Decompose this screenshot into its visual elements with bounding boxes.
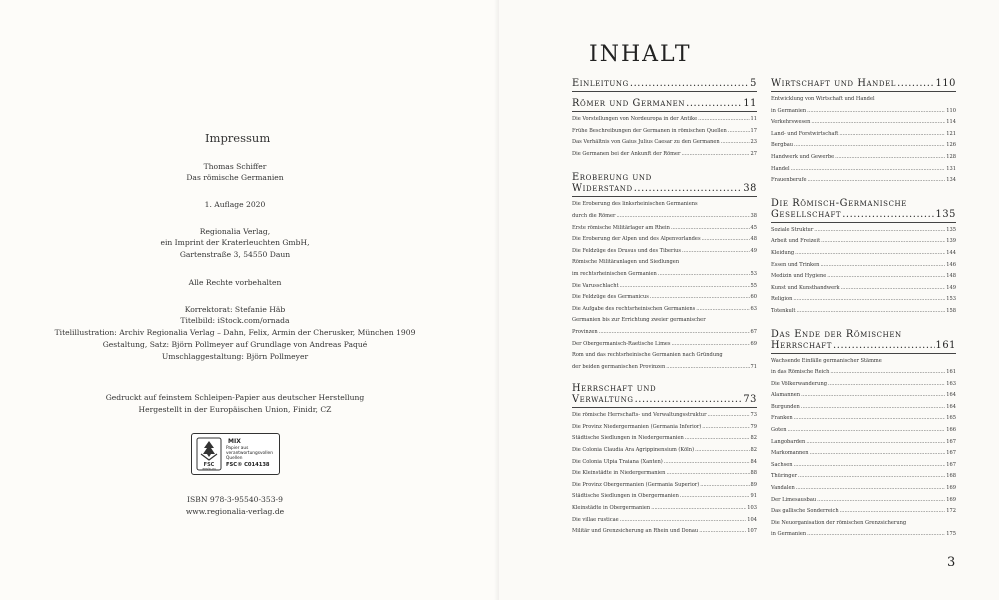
- toc-entry-page: 23: [750, 139, 757, 146]
- leader-dots: [651, 503, 746, 515]
- toc-entry-title: Wachsende Einfälle germanischer Stämme: [771, 357, 882, 364]
- leader-dots: [728, 126, 750, 138]
- toc-entry-page: 79: [750, 423, 757, 430]
- toc-entry-title: Entwicklung von Wirtschaft und Handel: [771, 96, 875, 102]
- toc-entry[interactable]: [572, 457, 757, 469]
- toc-entry[interactable]: [771, 225, 956, 237]
- rights: Alle Rechte vorbehalten: [188, 278, 282, 287]
- leader-dots: [814, 225, 945, 237]
- toc-title: INHALT: [589, 42, 692, 67]
- toc-entry-title: Frauenberufe: [771, 177, 807, 184]
- toc-entry[interactable]: [572, 350, 757, 362]
- toc-entry-title: Städtische Siedlungen in Niedergermanien: [572, 435, 684, 442]
- leader-dots: [807, 106, 945, 118]
- leader-dots: [682, 246, 750, 258]
- toc-entry-page: 165: [946, 415, 956, 422]
- leader-dots: [791, 164, 946, 176]
- book-title: Das römische Germanien: [186, 173, 284, 182]
- toc-entry-page: 71: [750, 363, 757, 370]
- toc-entry-title: Alamannen: [771, 392, 801, 399]
- toc-entry[interactable]: [771, 437, 956, 449]
- toc-entry-title: Rom und das rechtsrheinische Germanien nach Gründung: [572, 352, 723, 359]
- toc-entry-page: 158: [946, 307, 956, 314]
- leader-dots: [798, 471, 945, 483]
- leader-dots: [811, 117, 945, 129]
- toc-entry-page: 164: [946, 403, 956, 410]
- toc-entry-title: Vandalen: [771, 485, 795, 492]
- toc-entry[interactable]: [771, 129, 956, 141]
- leader-dots: [666, 468, 749, 480]
- leader-dots: [698, 114, 749, 126]
- toc-entry[interactable]: [771, 175, 956, 187]
- leader-dots: [666, 362, 749, 374]
- fsc-logo-url: www.fsc.org: [202, 467, 216, 471]
- toc-entry-page: 104: [747, 516, 757, 523]
- toc-item-list: [771, 225, 956, 318]
- toc-entry[interactable]: [572, 211, 757, 223]
- toc-entry-page: 131: [946, 165, 956, 172]
- toc-entry-page: 166: [946, 427, 956, 434]
- fsc-code: FSC® C014138: [226, 462, 270, 468]
- toc-entry[interactable]: [572, 304, 757, 316]
- toc-entry[interactable]: [572, 327, 757, 339]
- toc-section-eroberung: Eroberung und Widerstand ..... 38: [572, 172, 757, 194]
- toc-entry[interactable]: [572, 503, 757, 515]
- leader-dots: [599, 327, 750, 339]
- divider: [771, 353, 956, 354]
- page-number: 3: [947, 555, 956, 570]
- toc-entry[interactable]: [771, 483, 956, 495]
- toc-entry[interactable]: [572, 480, 757, 492]
- toc-entry-title: Der Obergermanisch-Raetische Limes: [572, 340, 671, 347]
- toc-entry[interactable]: [572, 410, 757, 422]
- toc-entry-title: Kunst und Kunsthandwerk: [771, 284, 840, 291]
- toc-entry-page: 73: [750, 412, 757, 419]
- toc-entry-title: Die römische Herrschafts- und Verwaltungsstruktur: [572, 412, 707, 419]
- address: Gartenstraße 3, 54550 Daun: [179, 250, 291, 259]
- leader-dots: [807, 529, 945, 541]
- toc-entry[interactable]: [771, 390, 956, 402]
- leader-dots: [680, 491, 750, 503]
- leader-dots: [787, 425, 945, 437]
- toc-entry[interactable]: [572, 526, 757, 538]
- toc-entry-title: Kleidung: [771, 249, 795, 256]
- toc-entry-title: Thüringer: [771, 473, 798, 480]
- toc-section-gesellschaft: Die Römisch-Germanische Gesellschaft ..... 135: [771, 198, 956, 220]
- toc-entry-title: der beiden germanischen Provinzen: [572, 363, 666, 370]
- leader-dots: [702, 422, 749, 434]
- toc-entry-title: Das Verhältnis von Gaius Julius Caesar zu den Germanen: [572, 139, 720, 146]
- toc-entry[interactable]: [771, 140, 956, 152]
- toc-entry[interactable]: [771, 236, 956, 248]
- leader-dots: [721, 137, 750, 149]
- fsc-sub: Papier aus verantwortungsvollen Quellen: [226, 446, 273, 461]
- toc-entry-page: 27: [750, 150, 757, 157]
- leader-dots: [671, 223, 750, 235]
- toc-entry-title: Die villae rusticae: [572, 516, 619, 523]
- toc-entry-page: 149: [946, 284, 956, 291]
- toc-entry-page: 82: [750, 447, 757, 454]
- author: Thomas Schiffer: [203, 162, 267, 171]
- toc-entry-page: 82: [750, 435, 757, 442]
- toc-entry[interactable]: [771, 471, 956, 483]
- toc-entry-page: 163: [946, 380, 956, 387]
- toc-entry[interactable]: [771, 495, 956, 507]
- toc-entry[interactable]: [572, 468, 757, 480]
- toc-entry-title: Das gallische Sonderreich: [771, 508, 839, 515]
- toc-entry[interactable]: [572, 445, 757, 457]
- website: www.regionalia-verlag.de: [185, 507, 285, 516]
- toc-entry-page: 60: [750, 294, 757, 301]
- leader-dots: [835, 152, 945, 164]
- toc-entry-page: 134: [946, 177, 956, 184]
- toc-entry-title: Bergbau: [771, 142, 794, 149]
- toc-entry-title: Die Vorstellungen von Nordeuropa in der Antike: [572, 116, 698, 122]
- toc-entry-title: Handel: [771, 165, 790, 172]
- toc-entry-title: Provinzen: [572, 328, 598, 335]
- toc-entry-title: Germanien bis zur Errichtung zweier germanischer: [572, 317, 706, 324]
- toc-entry-page: 164: [946, 392, 956, 399]
- toc-entry-page: 167: [946, 461, 956, 468]
- toc-entry-title: in Germanien: [771, 107, 807, 114]
- publisher: Regionalia Verlag,: [199, 227, 271, 236]
- divider: [572, 407, 757, 408]
- toc-entry-page: 69: [750, 340, 757, 347]
- toc-entry-title: Sachsen: [771, 461, 793, 468]
- toc-entry[interactable]: [572, 269, 757, 281]
- toc-entry-page: 175: [946, 531, 956, 538]
- toc-entry[interactable]: [771, 117, 956, 129]
- toc-entry-title: Der Limesausbau: [771, 496, 817, 503]
- divider: [572, 111, 757, 112]
- toc-entry-title: in das Römische Reich: [771, 369, 830, 376]
- leader-dots: [699, 526, 746, 538]
- leader-dots: [828, 379, 945, 391]
- toc-entry-title: Markomannen: [771, 450, 809, 457]
- toc-entry-page: 146: [946, 261, 956, 268]
- toc-entry-title: durch die Römer: [572, 212, 616, 219]
- leader-dots: [620, 281, 750, 293]
- toc-entry-title: Militär und Grenzsicherung an Rhein und Donau: [572, 528, 699, 535]
- leader-dots: [702, 234, 750, 246]
- toc-item-list: [771, 356, 956, 542]
- toc-entry[interactable]: [771, 94, 956, 106]
- leader-dots: [681, 149, 749, 161]
- toc-entry-title: Essen und Trinken: [771, 261, 820, 268]
- leader-dots: [672, 339, 750, 351]
- toc-entry-title: Totenkult: [771, 307, 796, 314]
- toc-entry[interactable]: [771, 106, 956, 118]
- toc-entry-title: Religion: [771, 296, 793, 303]
- toc-entry-title: Die Colonia Claudia Ara Agrippinensium (Köln): [572, 447, 695, 454]
- toc-entry[interactable]: [771, 518, 956, 530]
- toc-entry-page: 107: [747, 528, 757, 535]
- leader-dots: [658, 269, 750, 281]
- toc-entry-page: 53: [750, 270, 757, 277]
- design-credit: Gestaltung, Satz: Björn Pollmeyer auf Grundlage von Andreas Paqué: [102, 340, 368, 349]
- toc-entry-title: im rechtsrheinischen Germanien: [572, 270, 657, 277]
- toc-entry[interactable]: [771, 402, 956, 414]
- toc-entry-page: 168: [946, 473, 956, 480]
- toc-entry[interactable]: [771, 283, 956, 295]
- fsc-label: [191, 433, 280, 475]
- toc-entry[interactable]: [771, 248, 956, 260]
- toc-entry[interactable]: [771, 152, 956, 164]
- toc-item-list: [572, 199, 757, 373]
- leader-dots: [810, 448, 946, 460]
- leader-dots: [708, 410, 750, 422]
- left-page: [0, 0, 499, 600]
- toc-entry[interactable]: [572, 126, 757, 138]
- proofreading: Korrektorat: Stefanie Häb: [184, 305, 286, 314]
- toc-entry-title: Langobarden: [771, 438, 806, 445]
- leader-dots: [650, 292, 750, 304]
- toc-section-einleitung: Einleitung ..... 5: [572, 78, 757, 89]
- impressum-title: Impressum: [205, 131, 271, 145]
- toc-entry[interactable]: [572, 281, 757, 293]
- toc-entry-title: Goten: [771, 427, 787, 434]
- toc-entry-page: 91: [750, 493, 757, 500]
- toc-entry-title: Die Feldzüge des Drusus und des Tiberius: [572, 247, 682, 254]
- leader-dots: [793, 294, 945, 306]
- toc-entry[interactable]: [572, 137, 757, 149]
- toc-entry[interactable]: [771, 379, 956, 391]
- toc-entry-page: 121: [946, 130, 956, 137]
- toc-entry-page: 172: [946, 508, 956, 515]
- leader-dots: [820, 260, 945, 272]
- toc-entry-title: Medizin und Hygiene: [771, 273, 827, 280]
- toc-item-list: [572, 410, 757, 538]
- toc-entry-page: 139: [946, 238, 956, 245]
- toc-entry[interactable]: [771, 460, 956, 472]
- toc-entry[interactable]: [771, 271, 956, 283]
- toc-entry-title: Die Völkerwanderung: [771, 380, 827, 387]
- toc-entry[interactable]: [572, 223, 757, 235]
- toc-entry-page: 153: [946, 296, 956, 303]
- toc-entry-title: Erste römische Militärlager am Rhein: [572, 224, 670, 231]
- toc-entry-page: 167: [946, 438, 956, 445]
- leader-dots: [695, 445, 749, 457]
- fsc-tree-icon: [196, 437, 222, 471]
- leader-dots: [795, 248, 945, 260]
- toc-entry-title: Die Kleinstädte in Niedergermanien: [572, 470, 666, 477]
- divider: [572, 196, 757, 197]
- cover-image-credit: Titelbild: iStock.com/ornada: [180, 316, 290, 325]
- toc-column-2: [771, 78, 956, 541]
- toc-entry-title: Verkehrswesen: [771, 119, 811, 126]
- toc-entry-page: 67: [750, 328, 757, 335]
- leader-dots: [685, 433, 750, 445]
- toc-entry[interactable]: [771, 356, 956, 368]
- leader-dots: [620, 515, 747, 527]
- toc-entry[interactable]: [572, 292, 757, 304]
- toc-section-herrschaft: Herrschaft und Verwaltung ..... 73: [572, 383, 757, 405]
- leader-dots: [664, 457, 750, 469]
- leader-dots: [827, 271, 945, 283]
- leader-dots: [696, 304, 749, 316]
- toc-entry[interactable]: [572, 433, 757, 445]
- toc-entry-page: 135: [946, 226, 956, 233]
- cover-design-credit: Umschlaggestaltung: Björn Pollmeyer: [161, 352, 309, 361]
- toc-entry-page: 161: [946, 369, 956, 376]
- divider: [572, 91, 757, 92]
- toc-entry[interactable]: [572, 257, 757, 269]
- isbn: ISBN 978-3-95540-353-9: [187, 495, 283, 504]
- toc-entry-page: 38: [750, 212, 757, 219]
- toc-entry-title: Burgunden: [771, 403, 800, 410]
- leader-dots: [796, 483, 946, 495]
- toc-entry[interactable]: [572, 246, 757, 258]
- leader-dots: [817, 495, 945, 507]
- toc-entry[interactable]: [572, 362, 757, 374]
- toc-entry-page: 49: [750, 247, 757, 254]
- toc-section-ende: Das Ende der Römischen Herrschaft ..... 161: [771, 329, 956, 351]
- toc-entry[interactable]: [771, 425, 956, 437]
- toc-entry-page: 88: [750, 470, 757, 477]
- toc-entry-title: in Germanien: [771, 531, 807, 538]
- toc-entry[interactable]: [572, 199, 757, 211]
- toc-entry[interactable]: [771, 260, 956, 272]
- toc-section-wirtschaft: Wirtschaft und Handel ..... 110: [771, 78, 956, 89]
- toc-entry-page: 45: [750, 224, 757, 231]
- toc-entry-page: 103: [747, 505, 757, 512]
- toc-entry-page: 169: [946, 496, 956, 503]
- toc-section-roemer: Römer und Germanen ..... 11: [572, 98, 757, 109]
- toc-entry-title: Frühe Beschreibungen der Germanen in römischen Quellen: [572, 127, 727, 134]
- toc-entry-page: 48: [750, 236, 757, 243]
- toc-entry-page: 11: [750, 116, 757, 122]
- toc-entry-title: Handwerk und Gewerbe: [771, 153, 835, 160]
- toc-entry-title: Die Colonia Ulpia Traiana (Xanten): [572, 458, 663, 465]
- toc-entry-title: Die Eroberung des linksrheinischen Germaniens: [572, 201, 698, 208]
- printed-note: Gedruckt auf feinstem Schleipen-Papier aus deutscher Herstellung: [105, 393, 365, 402]
- toc-entry[interactable]: [572, 339, 757, 351]
- toc-entry[interactable]: [572, 315, 757, 327]
- toc-entry-title: Die Neuorganisation der römischen Grenzsicherung: [771, 519, 907, 526]
- toc-entry[interactable]: [572, 234, 757, 246]
- edition: 1. Auflage 2020: [204, 200, 266, 209]
- toc-entry-page: 55: [750, 282, 757, 289]
- toc-entry-page: 144: [946, 249, 956, 256]
- toc-entry[interactable]: [771, 448, 956, 460]
- toc-entry-title: Die Germanen bei der Ankunft der Römer: [572, 150, 681, 157]
- fsc-mix: MIX: [228, 438, 241, 445]
- toc-entry-title: Die Aufgabe des rechtsrheinischen Germaniens: [572, 305, 696, 312]
- toc-entry[interactable]: [771, 506, 956, 518]
- toc-item-list: [771, 94, 956, 187]
- toc-entry-page: 148: [946, 273, 956, 280]
- toc-entry-page: 114: [946, 119, 956, 126]
- toc-entry-page: 169: [946, 485, 956, 492]
- toc-entry[interactable]: [771, 529, 956, 541]
- toc-entry[interactable]: [771, 413, 956, 425]
- toc-entry-title: Die Eroberung der Alpen und des Alpenvorlandes: [572, 236, 701, 243]
- toc-entry[interactable]: [771, 306, 956, 318]
- toc-item-list: [572, 114, 757, 160]
- toc-entry-title: Die Varusschlacht: [572, 282, 619, 289]
- leader-dots: [830, 367, 945, 379]
- toc-entry-page: 126: [946, 142, 956, 149]
- toc-entry[interactable]: [572, 149, 757, 161]
- toc-entry-title: Franken: [771, 415, 793, 422]
- manufactured-note: Hergestellt in der Europäischen Union, Finidr, CZ: [138, 405, 332, 414]
- toc-entry[interactable]: [572, 515, 757, 527]
- toc-entry-page: 89: [750, 481, 757, 488]
- leader-dots: [839, 129, 945, 141]
- leader-dots: [807, 175, 945, 187]
- toc-entry-page: 128: [946, 153, 956, 160]
- divider: [771, 91, 956, 92]
- fsc-logo-text: FSC: [203, 462, 215, 468]
- toc-entry[interactable]: [572, 114, 757, 126]
- leader-dots: [616, 211, 749, 223]
- imprint: ein Imprint der Kraterleuchten GmbH,: [160, 238, 310, 247]
- leader-dots: [700, 480, 749, 492]
- toc-entry-title: Kleinstädte in Obergermanien: [572, 505, 651, 512]
- leader-dots: [794, 140, 945, 152]
- cover-illustration-credit: Titelillustration: Archiv Regionalia Verlag – Dahn, Felix, Armin der Cherusker, München 1909: [54, 328, 416, 337]
- toc-entry[interactable]: [572, 491, 757, 503]
- leader-dots: [796, 306, 945, 318]
- toc-entry-page: 84: [750, 458, 757, 465]
- toc-entry-page: 110: [946, 107, 956, 114]
- toc-entry[interactable]: [771, 164, 956, 176]
- leader-dots: [794, 413, 946, 425]
- leader-dots: [821, 236, 945, 248]
- toc-entry-title: Die Provinz Obergermanien (Germania Superior): [572, 481, 700, 488]
- leader-dots: [840, 506, 946, 518]
- leader-dots: [801, 402, 945, 414]
- toc-entry-title: Soziale Struktur: [771, 226, 814, 233]
- toc-column-1: [572, 78, 757, 538]
- toc-entry[interactable]: [771, 367, 956, 379]
- divider: [771, 222, 956, 223]
- toc-entry-page: 167: [946, 450, 956, 457]
- toc-entry[interactable]: [572, 422, 757, 434]
- leader-dots: [841, 283, 946, 295]
- toc-entry-title: Arbeit und Freizeit: [771, 238, 821, 245]
- toc-entry-title: Römische Militäranlagen und Siedlungen: [572, 259, 680, 266]
- toc-entry-page: 17: [750, 127, 757, 134]
- toc-entry[interactable]: [771, 294, 956, 306]
- toc-entry-title: Die Provinz Niedergermanien (Germania Inferior): [572, 423, 702, 430]
- leader-dots: [794, 460, 946, 472]
- leader-dots: [801, 390, 945, 402]
- toc-entry-title: Land- und Forstwirtschaft: [771, 130, 839, 137]
- toc-entry-title: Die Feldzüge des Germanicus: [572, 294, 649, 301]
- toc-entry-title: Städtische Siedlungen in Obergermanien: [572, 493, 679, 500]
- toc-entry-page: 63: [750, 305, 757, 312]
- leader-dots: [806, 437, 945, 449]
